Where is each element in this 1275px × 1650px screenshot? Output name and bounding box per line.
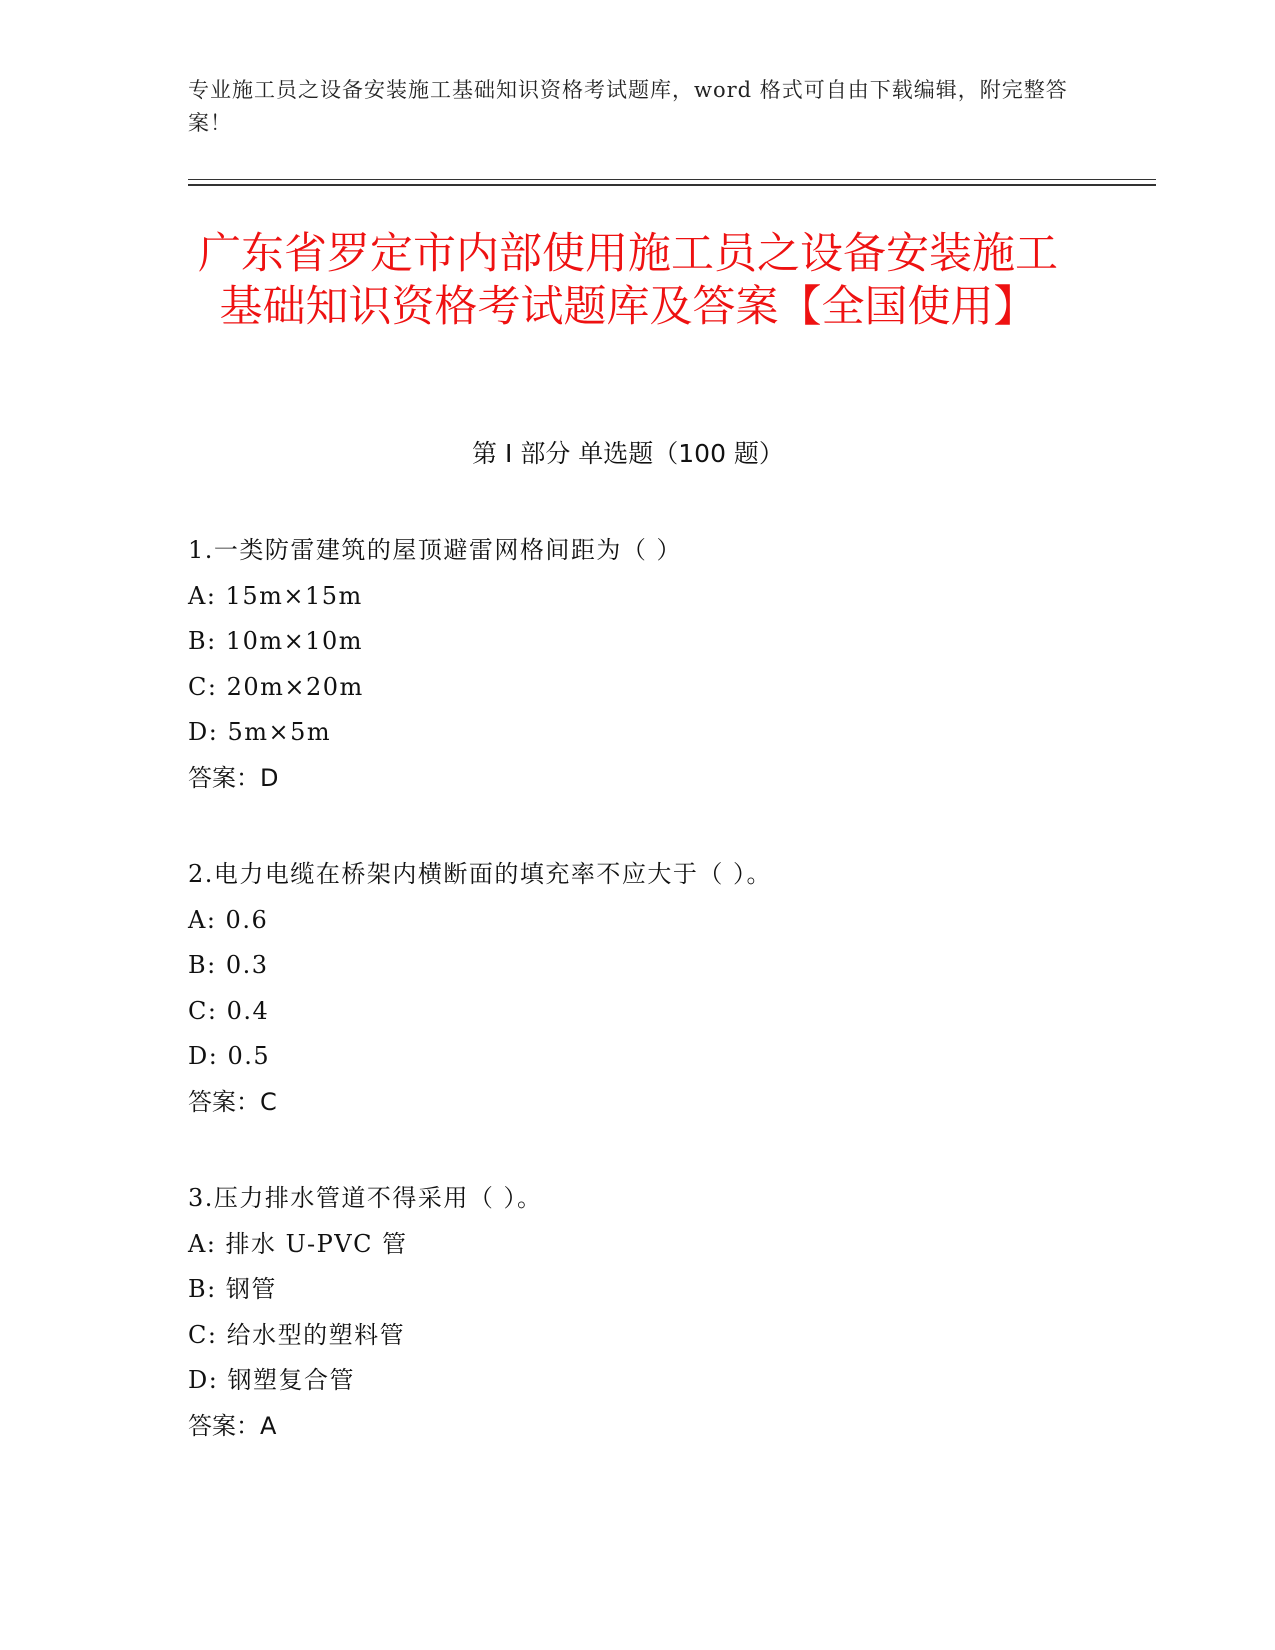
question-item xyxy=(188,528,1128,801)
option-c: C: 给水型的塑料管 xyxy=(188,1320,406,1349)
question-item xyxy=(188,1176,1128,1449)
option-d: D: 0.5 xyxy=(188,1042,271,1070)
header-note: 专业施工员之设备安装施工基础知识资格考试题库，word 格式可自由下载编辑，附完整答案！ xyxy=(188,78,1068,135)
answer-line xyxy=(188,1080,1128,1126)
question-stem: 1.一类防雷建筑的屋顶避雷网格间距为（ ） xyxy=(188,536,683,564)
option-d: D: 5m×5m xyxy=(188,718,332,746)
header-divider xyxy=(188,179,1156,186)
answer-prefix: 答案： xyxy=(188,1411,260,1440)
question-stem: 3.压力排水管道不得采用（ ）。 xyxy=(188,1184,543,1212)
option-a: A: 0.6 xyxy=(188,905,269,934)
option-c: C: 0.4 xyxy=(188,996,270,1025)
answer-value: C xyxy=(260,1087,277,1116)
section-heading: 第 I 部分 单选题（100 题） xyxy=(472,439,784,468)
option-b: B: 10m×10m xyxy=(188,627,364,655)
question-list xyxy=(188,528,1128,1500)
document-title: 广东省罗定市内部使用施工员之设备安装施工基础知识资格考试题库及答案【全国使用】 xyxy=(198,229,1058,332)
answer-line xyxy=(188,756,1128,802)
answer-line xyxy=(188,1404,1128,1450)
question-item xyxy=(188,852,1128,1125)
option-b: B: 0.3 xyxy=(188,951,269,979)
answer-value: A xyxy=(260,1411,277,1440)
answer-value: D xyxy=(260,763,279,792)
answer-prefix: 答案： xyxy=(188,1087,260,1116)
option-d: D: 钢塑复合管 xyxy=(188,1366,355,1394)
option-c: C: 20m×20m xyxy=(188,672,364,701)
answer-prefix: 答案： xyxy=(188,763,260,792)
option-b: B: 钢管 xyxy=(188,1275,277,1303)
option-a: A: 排水 U-PVC 管 xyxy=(188,1229,408,1258)
option-a: A: 15m×15m xyxy=(188,581,363,610)
question-stem: 2.电力电缆在桥架内横断面的填充率不应大于（ ）。 xyxy=(188,860,773,888)
